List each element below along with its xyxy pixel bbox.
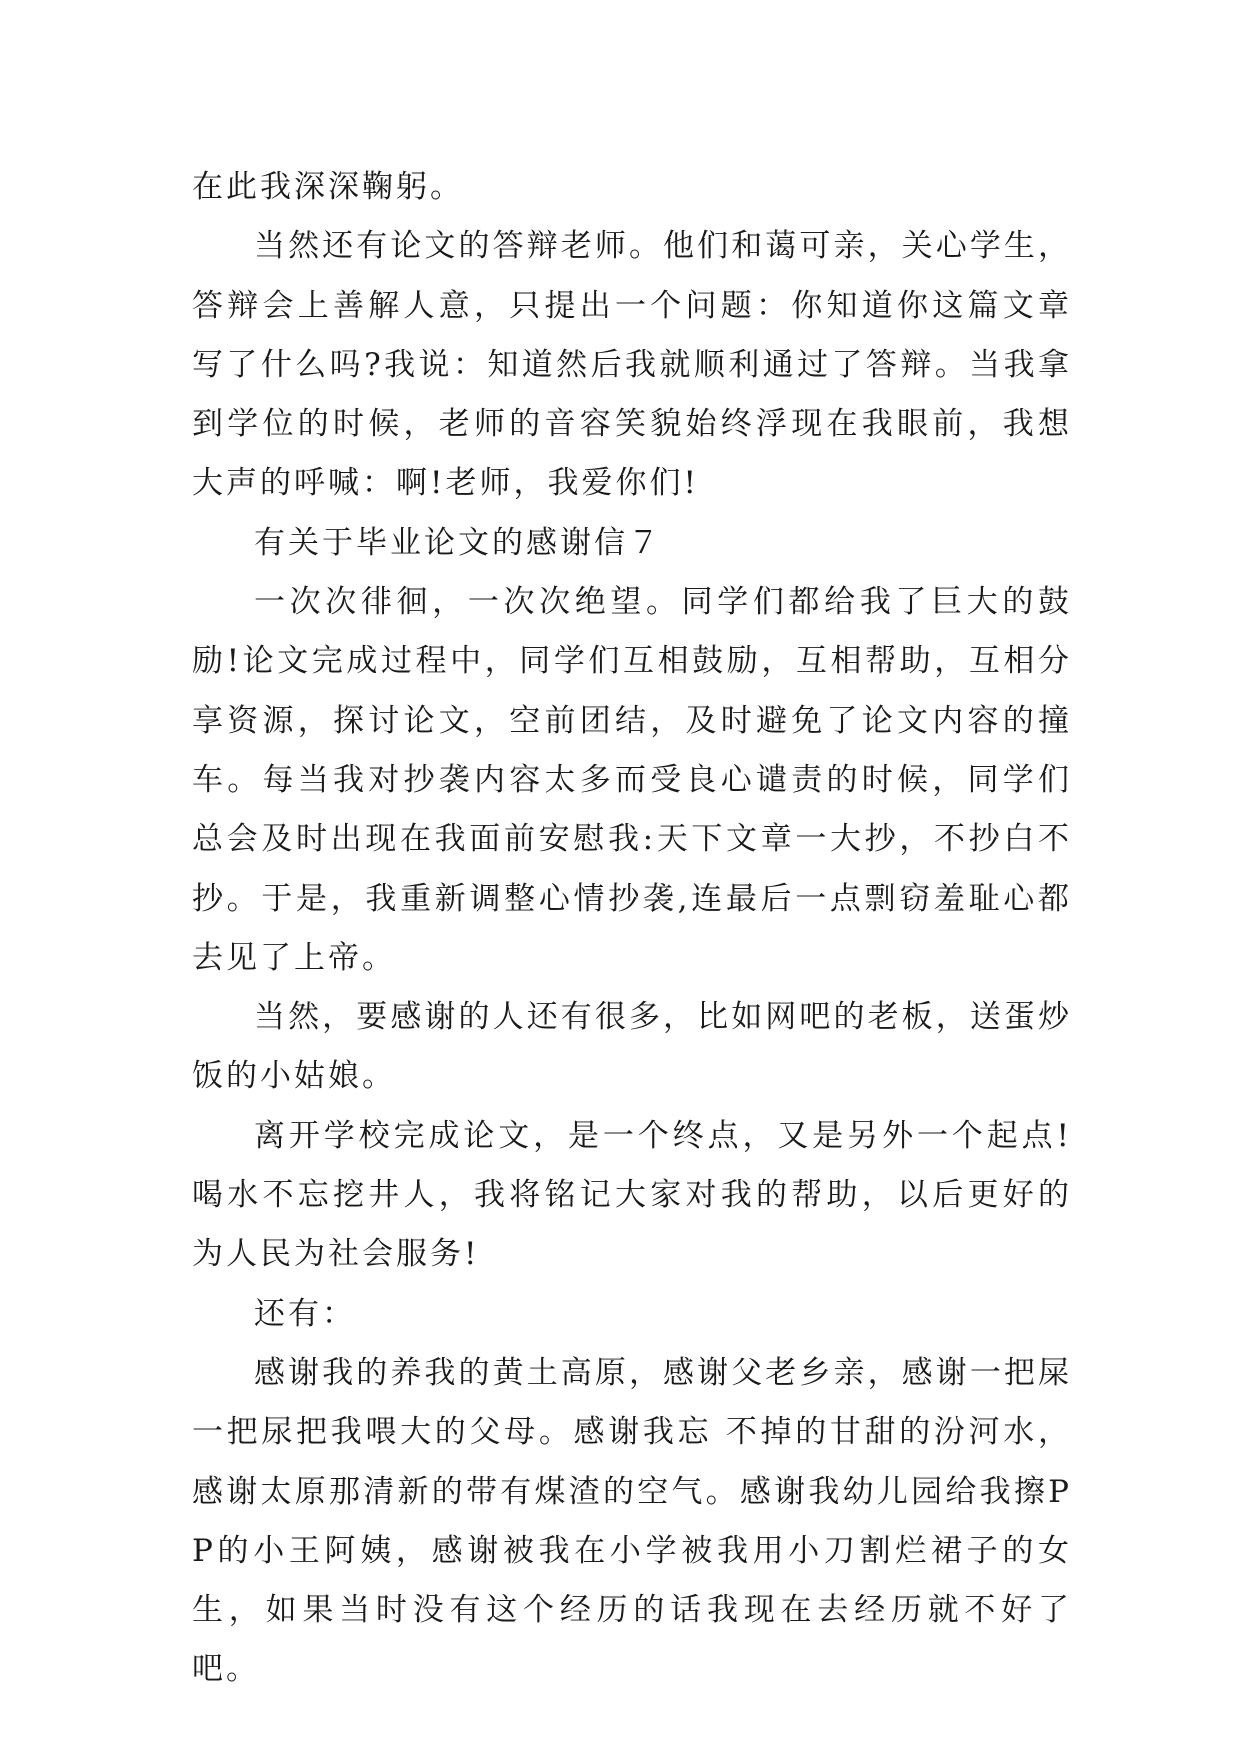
paragraph-defense-teachers: 当然还有论文的答辩老师。他们和蔼可亲，关心学生，答辩会上善解人意，只提出一个问题：你知道你这篇文章写了什么吗?我说：知道然后我就顺利通过了答辩。当我拿到学位的时候，老师的音容笑貌始终浮现在我眼前，我想大声的呼喊：啊!老师，我爱你们! (192, 228, 1072, 502)
section-heading: 有关于毕业论文的感谢信７ (254, 524, 662, 561)
paragraph-leaving-school: 离开学校完成论文，是一个终点，又是另外一个起点!喝水不忘挖井人，我将铭记大家对我的帮助，以后更好的为人民为社会服务! (192, 1117, 1072, 1273)
document-body (192, 158, 1072, 1700)
paragraph-bow: 在此我深深鞠躬。 (192, 169, 464, 205)
paragraph-classmates: 一次次徘徊，一次次绝望。同学们都给我了巨大的鼓励!论文完成过程中，同学们互相鼓励，互相帮助，互相分享资源，探讨论文，空前团结，及时避免了论文内容的撞车。每当我对抄袭内容太多而受良心谴责的时候，同学们总会及时出现在我面前安慰我:天下文章一大抄，不抄白不抄。于是，我重新调整心情抄袭,连最后一点剽窃羞耻心都去见了上帝。 (192, 584, 1072, 976)
paragraph-others: 当然，要感谢的人还有很多，比如网吧的老板，送蛋炒饭的小姑娘。 (192, 999, 1072, 1095)
paragraph-also: 还有： (254, 1295, 356, 1332)
paragraph-hometown-thanks: 感谢我的养我的黄土高原，感谢父老乡亲，感谢一把屎一把尿把我喂大的父母。感谢我忘 不掉的甘甜的汾河水，感谢太原那清新的带有煤渣的空气。感谢我幼儿园给我擦PP的小王阿姨，感谢被我在小学被我用小刀割烂裙子的女生，如果当时没有这个经历的话我现在去经历就不好了吧。 (192, 1354, 1072, 1688)
